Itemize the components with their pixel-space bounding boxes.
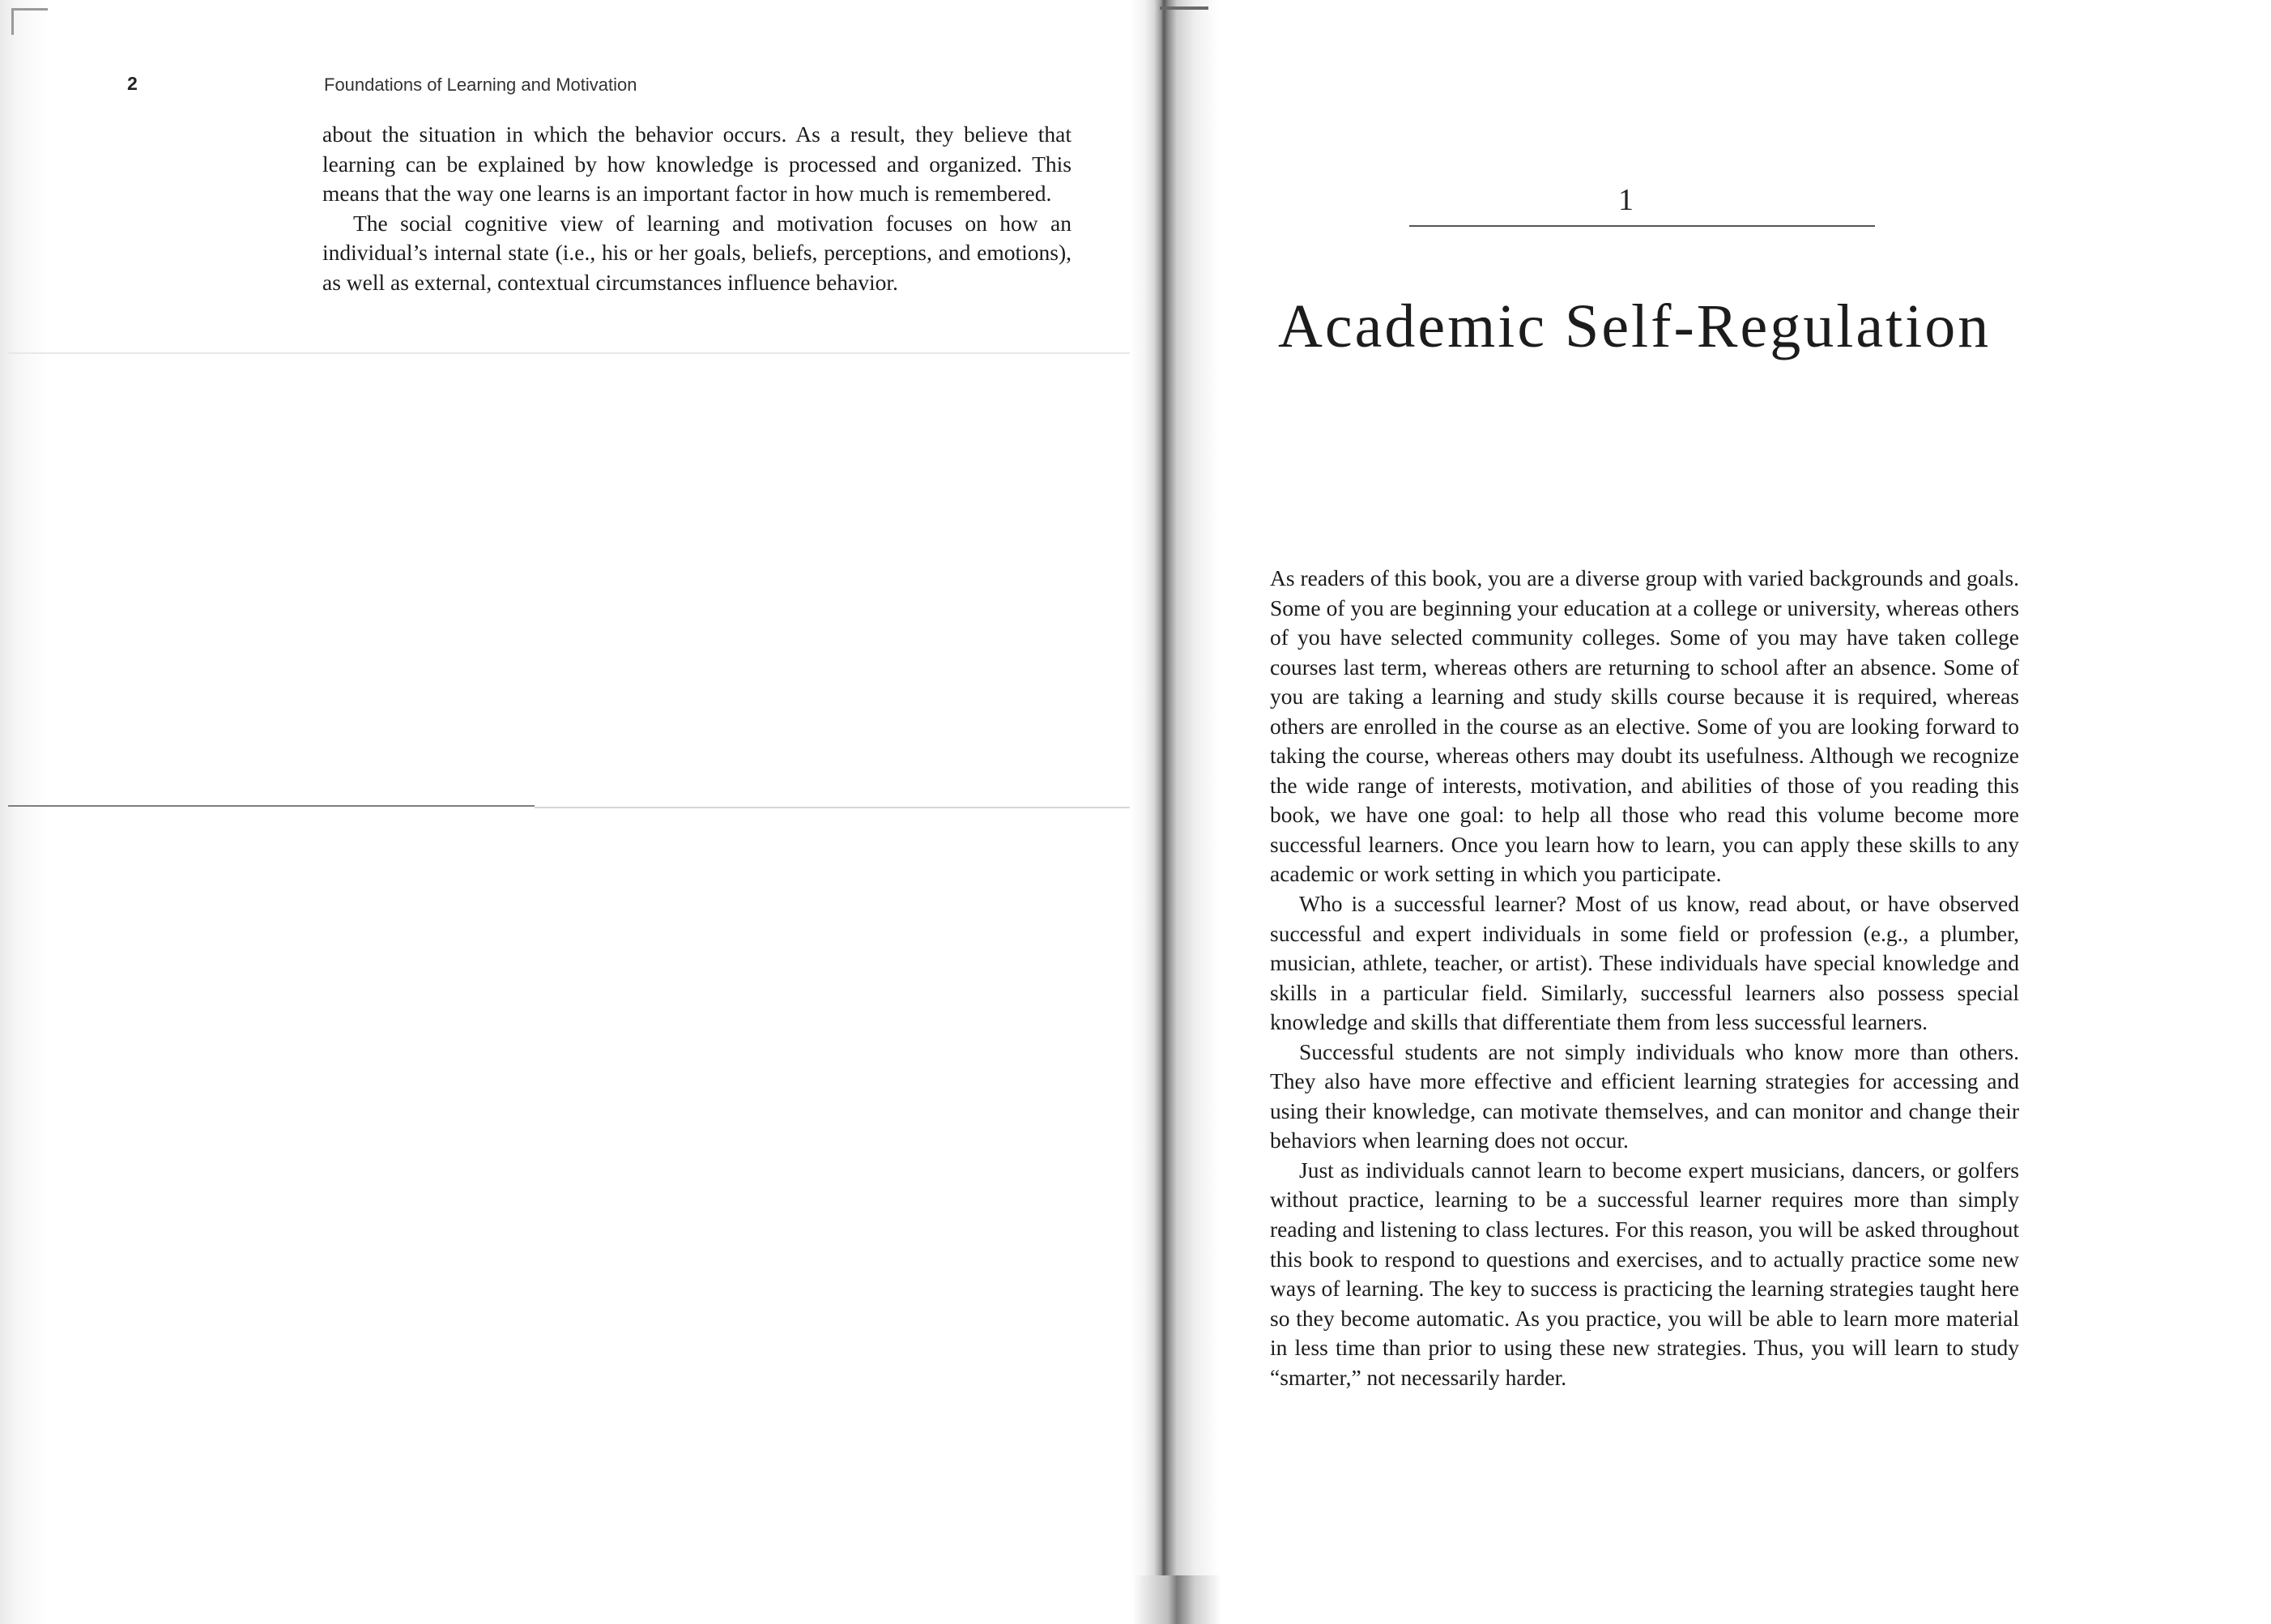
paragraph: about the situation in which the behavior occurs. As a result, they believe that learning can be explained by how knowledge is processed and organized. This means that the way one learns is an important factor in how much is remembered. [322,121,1072,206]
page-number: 2 [127,73,138,94]
left-page [0,0,1134,1624]
book-gutter-shadow [1130,0,1219,1624]
left-page-body [322,120,1072,297]
chapter-title: Academic Self-Regulation [1278,292,1992,360]
paragraph: Who is a successful learner? Most of us know, read about, or have observed successful and expert individuals in some field or profession (e.g., a plumber, musician, athlete, teacher, or artist). These individuals have special knowledge and skills in a particular field. Similarly, successful learners also possess special knowledge and skills that differentiate them from less successful learners. [1270,891,2019,1035]
chapter-number: 1 [1618,183,1634,217]
right-page-body [1270,564,2019,1392]
running-head: Foundations of Learning and Motivation [324,75,637,95]
paragraph: The social cognitive view of learning and motivation focuses on how an individual’s internal state (i.e., his or her goals, beliefs, perceptions, and emotions), as well as external, contextual circumstances influence behavior. [322,210,1072,295]
paragraph: Just as individuals cannot learn to become expert musicians, dancers, or golfers without practice, learning to be a successful learner requires more than simply reading and listening to class lectures. For this reason, you will be asked throughout this book to respond to questions and exercises, and to actually practice some new ways of learning. The key to success is practicing the learning strategies taught here so they become automatic. As you practice, you will be able to learn more material in less time than prior to using these new strategies. Thus, you will learn to study “smarter,” not necessarily harder. [1270,1157,2019,1390]
gutter-top-mark [1160,6,1208,21]
gutter-bottom-shadow [1132,1575,1221,1624]
chapter-divider [1409,225,1875,227]
paragraph: As readers of this book, you are a diverse group with varied backgrounds and goals. Some of you are beginning your education at a college or university, whereas others of you have selected community colleges. Some of you may have taken college courses last term, whereas others are returning to school after an absence. Some of you are taking a learning and study skills course because it is required, whereas others are enrolled in the course as an elective. Some of you are looking forward to taking the course, whereas others may doubt its usefulness. Although we recognize the wide range of interests, motivation, and abilities of those of you reading this book, we have one goal: to help all those who read this volume become more successful learners. Once you learn how to learn, you can apply these skills to any academic or work setting in which you participate. [1270,565,2019,887]
paragraph: Successful students are not simply individuals who know more than others. They also have more effective and efficient learning strategies for accessing and using their knowledge, can motivate themselves, and can monitor and change their behaviors when learning does not occur. [1270,1038,2019,1153]
